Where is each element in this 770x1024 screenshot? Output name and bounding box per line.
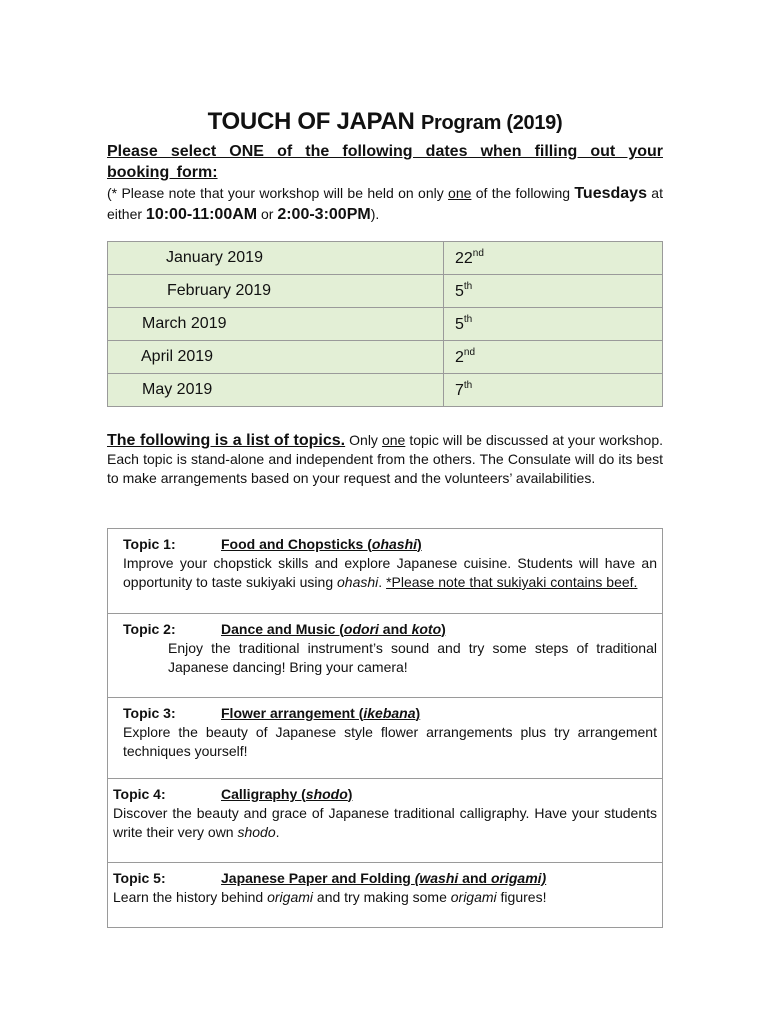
date-day: 2nd — [444, 341, 663, 374]
topic-description: Improve your chopstick skills and explore Japanese cuisine. Students will have an opportunity to taste sukiyaki using ohashi. *Please note that sukiyaki contains beef. — [123, 555, 657, 590]
page-title — [107, 104, 663, 141]
topic-row — [108, 529, 663, 614]
topic-row — [108, 863, 663, 928]
topic-description: Discover the beauty and grace of Japanese traditional calligraphy. Have your students write their very own shodo. — [113, 805, 657, 840]
date-month: March 2019 — [108, 308, 444, 341]
note-time-2: 2:00-3:00PM — [277, 206, 371, 223]
document-page — [107, 104, 663, 905]
date-row — [108, 242, 663, 275]
topic-description: Enjoy the traditional instrument’s sound and try some steps of traditional Japanese dancing! Bring your camera! — [168, 640, 657, 675]
topic-description: Explore the beauty of Japanese style flower arrangements plus try arrangement techniques yourself! — [123, 724, 657, 759]
topic-heading: Topic 2: Dance and Music (odori and koto) — [123, 621, 446, 637]
topic-heading: Topic 1: Food and Chopsticks (ohashi) — [123, 536, 422, 552]
topic-cell-5 — [108, 863, 663, 928]
date-row — [108, 308, 663, 341]
date-day: 7th — [444, 374, 663, 407]
note-one: one — [448, 185, 472, 201]
date-month: April 2019 — [108, 341, 444, 374]
topics-lead: The following is a list of topics. — [107, 432, 346, 449]
topics-intro: The following is a list of topics. Only one topic will be discussed at your workshop. Each topic is stand-alone and independent from the others. The Consulate will do its best to make arrangements based on your request and the volunteers’ availabilities. — [107, 432, 663, 486]
topics-one: one — [381, 432, 406, 448]
schedule-note: (* Please note that your workshop will be held on only one of the following Tuesdays at either 10:00-11:00AM or 2:00-3:00PM). — [107, 185, 663, 223]
title-sub: Program (2019) — [420, 112, 563, 134]
topic-heading: Topic 4: Calligraphy (shodo) — [113, 786, 353, 802]
topic-cell-3 — [108, 698, 663, 779]
topic-cell-1 — [108, 529, 663, 614]
date-row — [108, 341, 663, 374]
topic-cell-4 — [108, 779, 663, 863]
topic-row — [108, 779, 663, 863]
dates-table — [107, 241, 663, 407]
title-main: TOUCH OF JAPAN — [207, 108, 415, 135]
date-day: 22nd — [444, 242, 663, 275]
topic-description: Learn the history behind origami and try making some origami figures! — [113, 889, 547, 905]
topic-row — [108, 614, 663, 698]
date-month: February 2019 — [108, 275, 444, 308]
topic-heading: Topic 5: Japanese Paper and Folding (washi and origami) — [113, 870, 547, 886]
topics-table — [107, 528, 663, 928]
date-month: January 2019 — [108, 242, 444, 275]
topic-cell-2 — [108, 614, 663, 698]
date-month: May 2019 — [108, 374, 444, 407]
date-day: 5th — [444, 308, 663, 341]
note-day: Tuesdays — [574, 185, 647, 202]
booking-instruction: Please select ONE of the following dates when filling out your booking form: — [107, 143, 663, 181]
date-day: 5th — [444, 275, 663, 308]
topic-row — [108, 698, 663, 779]
date-row — [108, 374, 663, 407]
beef-warning: *Please note that sukiyaki contains beef. — [386, 574, 638, 590]
note-time-1: 10:00-11:00AM — [145, 206, 258, 223]
topic-heading: Topic 3: Flower arrangement (ikebana) — [123, 705, 421, 721]
date-row — [108, 275, 663, 308]
